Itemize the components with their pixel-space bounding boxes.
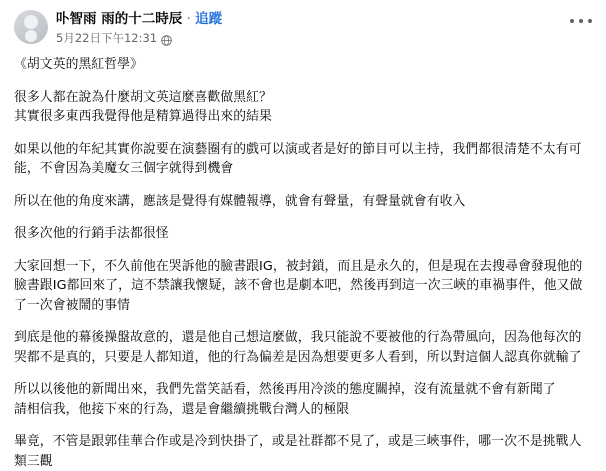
dot — [570, 19, 574, 23]
globe-icon — [161, 34, 172, 45]
author-name[interactable]: 卟智雨 雨的十二時辰 — [56, 11, 183, 27]
more-options-icon[interactable] — [570, 14, 592, 28]
post-paragraph: 很多人都在說為什麼胡文英這麼喜歡做黑紅？ — [14, 89, 272, 105]
dot — [588, 19, 592, 23]
post-paragraph: 所以在他的角度來講，應該是覺得有媒體報導，就會有聲量，有聲量就會有收入 — [14, 193, 466, 209]
post-meta — [56, 30, 592, 46]
post-author-block — [56, 10, 592, 46]
post-paragraph: 大家回想一下，不久前他在哭訴他的臉書跟IG，被封鎖，而且是永久的，但是現在去搜尋會發現他的臉書跟IG都回來了，這不禁讓我懷疑，該不會也是劇本吧，然後再到這一次三峽的車禍事件，他又做了一次會被鬧的事情 — [14, 258, 583, 313]
post-paragraph: 很多次他的行銷手法都很怪 — [14, 226, 169, 241]
post-paragraph: 其實很多東西我覺得他是精算過得出來的結果 — [14, 109, 272, 124]
post-paragraph: 到底是他的幕後操盤故意的，還是他自己想這麼做，我只能說不要被他的行為帶風向，因為他每次的哭都不是真的，只要是人都知道，他的行為偏差是因為想要更多人看到，所以對這個人認真你就輸了 — [14, 330, 582, 365]
post-timestamp[interactable]: 5月22日下午12:31 — [56, 31, 158, 45]
post-paragraph: 所以以後他的新聞出來，我們先當笑話看，然後再用冷淡的態度關掉，沒有流量就不會有新聞了 — [14, 382, 556, 397]
post-paragraph: 如果以他的年紀其實你說要在演藝圈有的戲可以演或者是好的節目可以主持，我們都很清楚不太有可能，不會因為美魔女三個字就得到機會 — [14, 141, 582, 176]
post-paragraph-title: 《胡文英的黑紅哲學》 — [14, 57, 143, 72]
post-header — [14, 10, 592, 46]
post-text — [14, 55, 592, 471]
post-paragraph: 請相信我，他接下來的行為，還是會繼續挑戰台灣人的極限 — [14, 401, 350, 417]
post-paragraph: 畢竟，不管是跟郭佳華合作或是冷到快掛了，或是社群都不見了，或是三峽事件，哪一次不是挑戰人類三觀 — [14, 434, 582, 469]
avatar[interactable] — [14, 10, 48, 44]
author-line — [56, 11, 592, 28]
dot — [579, 19, 583, 23]
follow-button[interactable]: 追蹤 — [195, 11, 223, 27]
author-separator: · — [182, 11, 196, 27]
